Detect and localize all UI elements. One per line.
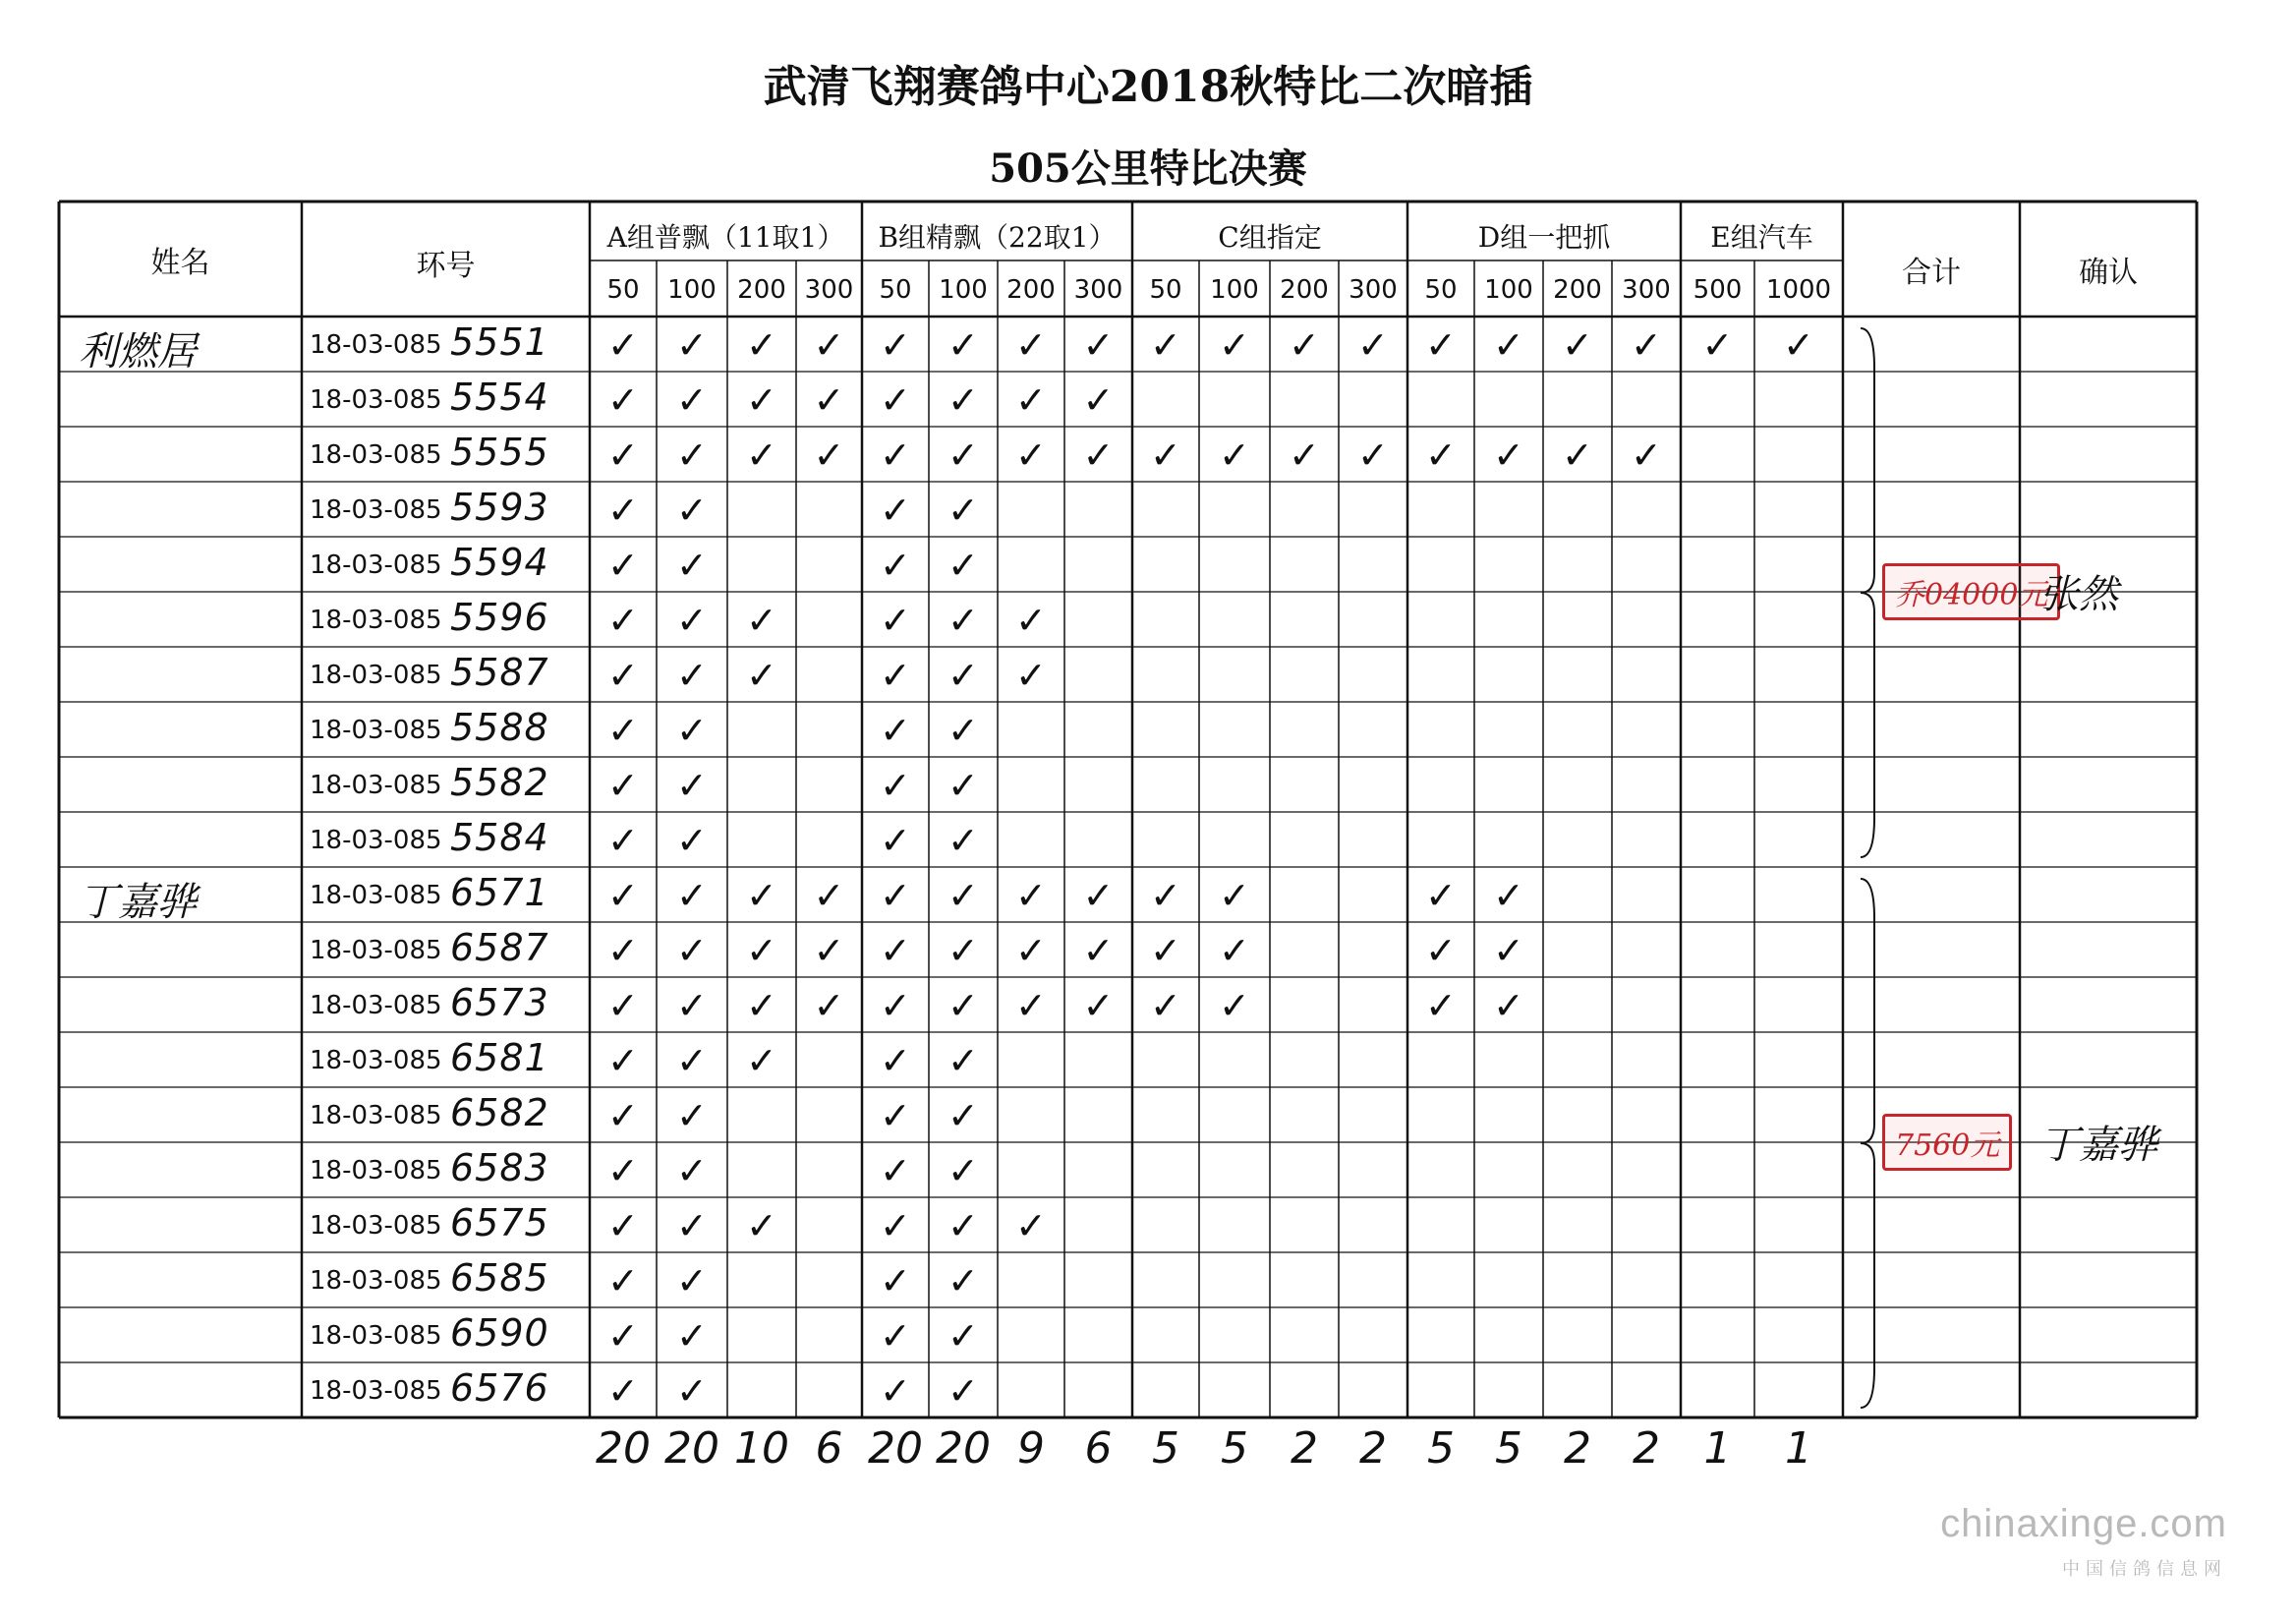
ring-prefix: 18-03-085: [310, 991, 442, 1020]
check-mark: ✓: [607, 764, 639, 807]
check-mark: ✓: [880, 323, 911, 367]
ring-prefix: 18-03-085: [310, 1211, 442, 1241]
check-mark: ✓: [947, 874, 979, 917]
column-total: 20: [596, 1423, 651, 1474]
check-mark: ✓: [880, 874, 911, 917]
check-mark: ✓: [813, 434, 845, 477]
check-mark: ✓: [813, 874, 845, 917]
ring-prefix: 18-03-085: [310, 1156, 442, 1186]
check-mark: ✓: [1015, 929, 1047, 972]
ring-prefix: 18-03-085: [310, 495, 442, 525]
check-mark: ✓: [1425, 874, 1457, 917]
check-mark: ✓: [1493, 434, 1524, 477]
check-mark: ✓: [746, 599, 777, 642]
ring-prefix: 18-03-085: [310, 330, 442, 360]
check-mark: ✓: [880, 819, 911, 862]
check-mark: ✓: [1150, 323, 1181, 367]
check-mark: ✓: [1783, 323, 1814, 367]
ring-prefix: 18-03-085: [310, 550, 442, 580]
group-header: D组一把抓: [1477, 221, 1611, 254]
check-mark: ✓: [1562, 434, 1593, 477]
ring-number: 6576: [450, 1366, 549, 1410]
check-mark: ✓: [1082, 323, 1115, 367]
ring-prefix: 18-03-085: [310, 606, 442, 635]
check-mark: ✓: [813, 378, 845, 422]
ring-prefix: 18-03-085: [310, 1321, 442, 1351]
ring-prefix: 18-03-085: [310, 661, 442, 690]
check-mark: ✓: [947, 599, 979, 642]
check-mark: ✓: [880, 709, 911, 752]
distance-header: 50: [879, 275, 912, 305]
check-mark: ✓: [1150, 434, 1181, 477]
check-mark: ✓: [880, 1149, 911, 1192]
check-mark: ✓: [947, 1259, 979, 1302]
check-mark: ✓: [607, 1149, 639, 1192]
distance-header: 50: [1424, 275, 1458, 305]
check-mark: ✓: [1015, 434, 1047, 477]
check-mark: ✓: [607, 434, 639, 477]
column-total: 20: [936, 1423, 991, 1474]
check-mark: ✓: [880, 1094, 911, 1137]
check-mark: ✓: [676, 378, 708, 422]
check-mark: ✓: [1289, 434, 1320, 477]
check-mark: ✓: [1015, 654, 1047, 697]
check-mark: ✓: [676, 1369, 708, 1413]
column-total: 6: [815, 1423, 843, 1474]
distance-header: 200: [1553, 275, 1602, 305]
check-mark: ✓: [676, 709, 708, 752]
check-mark: ✓: [676, 764, 708, 807]
check-mark: ✓: [607, 984, 639, 1027]
check-mark: ✓: [880, 984, 911, 1027]
check-mark: ✓: [1493, 984, 1524, 1027]
ring-number: 6590: [450, 1311, 549, 1355]
ring-number: 6583: [450, 1146, 549, 1189]
payout-stamp: 7560元: [1882, 1114, 2012, 1171]
check-mark: ✓: [746, 984, 777, 1027]
check-mark: ✓: [676, 654, 708, 697]
check-mark: ✓: [1150, 929, 1181, 972]
ring-prefix: 18-03-085: [310, 881, 442, 910]
check-mark: ✓: [1493, 323, 1524, 367]
check-mark: ✓: [746, 434, 777, 477]
check-mark: ✓: [947, 1039, 979, 1082]
check-mark: ✓: [880, 544, 911, 587]
distance-header: 200: [1280, 275, 1329, 305]
check-mark: ✓: [880, 1259, 911, 1302]
check-mark: ✓: [607, 544, 639, 587]
check-mark: ✓: [676, 1204, 708, 1247]
check-mark: ✓: [947, 654, 979, 697]
check-mark: ✓: [1701, 323, 1734, 367]
group-header: C组指定: [1218, 221, 1322, 254]
check-mark: ✓: [1425, 984, 1457, 1027]
check-mark: ✓: [676, 544, 708, 587]
column-total: 2: [1359, 1423, 1387, 1474]
ring-prefix: 18-03-085: [310, 771, 442, 800]
confirm-signature: 丁嘉骅: [2039, 1123, 2157, 1168]
column-total: 20: [868, 1423, 923, 1474]
entrant-name: 丁嘉骅: [79, 880, 197, 925]
check-mark: ✓: [746, 1204, 777, 1247]
check-mark: ✓: [1631, 434, 1662, 477]
check-mark: ✓: [1219, 984, 1250, 1027]
distance-header: 50: [606, 275, 640, 305]
check-mark: ✓: [1289, 323, 1320, 367]
check-mark: ✓: [880, 434, 911, 477]
ring-prefix: 18-03-085: [310, 716, 442, 745]
check-mark: ✓: [947, 323, 979, 367]
check-mark: ✓: [676, 599, 708, 642]
check-mark: ✓: [746, 323, 777, 367]
payout-stamp: 乔04000元: [1882, 563, 2060, 620]
check-mark: ✓: [880, 1039, 911, 1082]
check-mark: ✓: [607, 1094, 639, 1137]
check-mark: ✓: [813, 323, 845, 367]
check-mark: ✓: [746, 874, 777, 917]
distance-header: 100: [667, 275, 717, 305]
check-mark: ✓: [947, 1149, 979, 1192]
ring-prefix: 18-03-085: [310, 1266, 442, 1296]
check-mark: ✓: [1425, 434, 1457, 477]
check-mark: ✓: [1015, 1204, 1047, 1247]
check-mark: ✓: [746, 654, 777, 697]
check-mark: ✓: [880, 599, 911, 642]
column-total: 6: [1084, 1423, 1113, 1474]
distance-header: 300: [1622, 275, 1671, 305]
check-mark: ✓: [676, 1314, 708, 1358]
distance-header: 500: [1693, 275, 1743, 305]
ring-number: 5554: [450, 376, 549, 419]
ring-number: 6573: [450, 981, 549, 1024]
check-mark: ✓: [1493, 929, 1524, 972]
ring-number: 5594: [450, 541, 549, 584]
watermark-tagline: 中国信鸽信息网: [2062, 1559, 2227, 1579]
check-mark: ✓: [947, 1094, 979, 1137]
check-mark: ✓: [607, 1204, 639, 1247]
check-mark: ✓: [676, 984, 708, 1027]
check-mark: ✓: [607, 654, 639, 697]
check-mark: ✓: [880, 489, 911, 532]
header-name: 姓名: [150, 246, 210, 280]
check-mark: ✓: [1631, 323, 1662, 367]
check-mark: ✓: [676, 819, 708, 862]
check-mark: ✓: [1015, 378, 1047, 422]
distance-header: 1000: [1765, 275, 1832, 305]
ring-prefix: 18-03-085: [310, 1101, 442, 1130]
column-total: 2: [1564, 1423, 1591, 1474]
check-mark: ✓: [880, 654, 911, 697]
check-mark: ✓: [607, 1259, 639, 1302]
check-mark: ✓: [1150, 984, 1181, 1027]
header-total: 合计: [1902, 256, 1961, 290]
column-total: 9: [1017, 1423, 1045, 1474]
entrant-bracket: [1861, 328, 1874, 857]
check-mark: ✓: [1219, 874, 1250, 917]
watermark-site: chinaxinge.com: [1940, 1502, 2227, 1545]
check-mark: ✓: [947, 1314, 979, 1358]
check-mark: ✓: [1219, 434, 1250, 477]
header-ring: 环号: [416, 249, 476, 283]
group-header: A组普飘（11取1）: [606, 221, 845, 254]
ring-prefix: 18-03-085: [310, 1046, 442, 1075]
check-mark: ✓: [607, 489, 639, 532]
check-mark: ✓: [947, 819, 979, 862]
check-mark: ✓: [880, 764, 911, 807]
check-mark: ✓: [1015, 323, 1047, 367]
check-mark: ✓: [746, 1039, 777, 1082]
check-mark: ✓: [1493, 874, 1524, 917]
group-header: B组精飘（22取1）: [878, 221, 1117, 254]
distance-header: 100: [1210, 275, 1259, 305]
ring-prefix: 18-03-085: [310, 826, 442, 855]
check-mark: ✓: [880, 1204, 911, 1247]
column-total: 2: [1291, 1423, 1318, 1474]
check-mark: ✓: [947, 489, 979, 532]
column-total: 10: [734, 1423, 789, 1474]
sheet-title: 武清飞翔赛鸽中心2018秋特比二次暗插: [763, 62, 1533, 112]
check-mark: ✓: [1082, 378, 1115, 422]
distance-header: 300: [1073, 275, 1123, 305]
check-mark: ✓: [947, 984, 979, 1027]
ring-number: 5584: [450, 816, 549, 859]
distance-header: 200: [1006, 275, 1056, 305]
check-mark: ✓: [607, 1369, 639, 1413]
check-mark: ✓: [947, 1204, 979, 1247]
check-mark: ✓: [1082, 874, 1115, 917]
distance-header: 300: [1349, 275, 1398, 305]
check-mark: ✓: [947, 544, 979, 587]
check-mark: ✓: [676, 1094, 708, 1137]
check-mark: ✓: [676, 874, 708, 917]
check-mark: ✓: [607, 874, 639, 917]
sheet-subtitle: 505公里特比决赛: [989, 145, 1307, 192]
check-mark: ✓: [947, 764, 979, 807]
check-mark: ✓: [676, 1259, 708, 1302]
check-mark: ✓: [1425, 323, 1457, 367]
ring-prefix: 18-03-085: [310, 1376, 442, 1406]
check-mark: ✓: [1015, 599, 1047, 642]
distance-header: 100: [939, 275, 988, 305]
check-mark: ✓: [676, 1149, 708, 1192]
ring-number: 5555: [450, 431, 549, 474]
check-mark: ✓: [880, 1369, 911, 1413]
check-mark: ✓: [676, 1039, 708, 1082]
check-mark: ✓: [813, 984, 845, 1027]
column-total: 1: [1703, 1423, 1732, 1474]
check-mark: ✓: [1357, 323, 1389, 367]
check-mark: ✓: [746, 929, 777, 972]
distance-header: 200: [737, 275, 786, 305]
ring-prefix: 18-03-085: [310, 936, 442, 965]
check-mark: ✓: [1082, 434, 1115, 477]
check-mark: ✓: [607, 819, 639, 862]
ring-number: 6575: [450, 1201, 549, 1244]
check-mark: ✓: [607, 929, 639, 972]
ring-prefix: 18-03-085: [310, 440, 442, 470]
check-mark: ✓: [947, 434, 979, 477]
check-mark: ✓: [1357, 434, 1389, 477]
check-mark: ✓: [607, 709, 639, 752]
check-mark: ✓: [676, 489, 708, 532]
check-mark: ✓: [947, 378, 979, 422]
check-mark: ✓: [607, 599, 639, 642]
check-mark: ✓: [1219, 323, 1250, 367]
check-mark: ✓: [746, 378, 777, 422]
check-mark: ✓: [676, 323, 708, 367]
entrant-name: 利燃居: [79, 329, 197, 375]
column-total: 2: [1633, 1423, 1660, 1474]
distance-header: 50: [1149, 275, 1182, 305]
entrant-bracket: [1861, 879, 1874, 1408]
ring-number: 5582: [450, 761, 549, 804]
check-mark: ✓: [880, 929, 911, 972]
check-mark: ✓: [947, 709, 979, 752]
check-mark: ✓: [1425, 929, 1457, 972]
check-mark: ✓: [607, 1314, 639, 1358]
check-mark: ✓: [1082, 929, 1115, 972]
check-mark: ✓: [1562, 323, 1593, 367]
check-mark: ✓: [1150, 874, 1181, 917]
distance-header: 100: [1484, 275, 1533, 305]
ring-number: 6582: [450, 1091, 549, 1134]
ring-number: 5593: [450, 486, 549, 529]
check-mark: ✓: [676, 929, 708, 972]
ring-prefix: 18-03-085: [310, 385, 442, 415]
column-total: 5: [1495, 1423, 1522, 1474]
ring-number: 5551: [450, 320, 549, 364]
column-total: 5: [1427, 1423, 1455, 1474]
check-mark: ✓: [1015, 874, 1047, 917]
check-mark: ✓: [880, 1314, 911, 1358]
check-mark: ✓: [1082, 984, 1115, 1027]
ring-number: 6587: [450, 926, 549, 969]
check-mark: ✓: [813, 929, 845, 972]
group-header: E组汽车: [1710, 221, 1813, 254]
ring-number: 5596: [450, 596, 549, 639]
column-total: 5: [1152, 1423, 1179, 1474]
column-total: 1: [1785, 1423, 1812, 1474]
check-mark: ✓: [607, 378, 639, 422]
check-mark: ✓: [1219, 929, 1250, 972]
ring-number: 6585: [450, 1256, 549, 1300]
distance-header: 300: [804, 275, 854, 305]
ring-number: 5588: [450, 706, 549, 749]
ring-number: 6571: [450, 871, 549, 914]
check-mark: ✓: [676, 434, 708, 477]
ring-number: 5587: [450, 651, 549, 694]
check-mark: ✓: [1015, 984, 1047, 1027]
confirm-signature: 张然: [2039, 572, 2118, 617]
column-total: 20: [664, 1423, 719, 1474]
check-mark: ✓: [947, 1369, 979, 1413]
header-confirm: 确认: [2079, 256, 2138, 290]
ring-number: 6581: [450, 1036, 549, 1079]
column-total: 5: [1221, 1423, 1248, 1474]
check-mark: ✓: [607, 1039, 639, 1082]
check-mark: ✓: [607, 323, 639, 367]
check-mark: ✓: [947, 929, 979, 972]
check-mark: ✓: [880, 378, 911, 422]
